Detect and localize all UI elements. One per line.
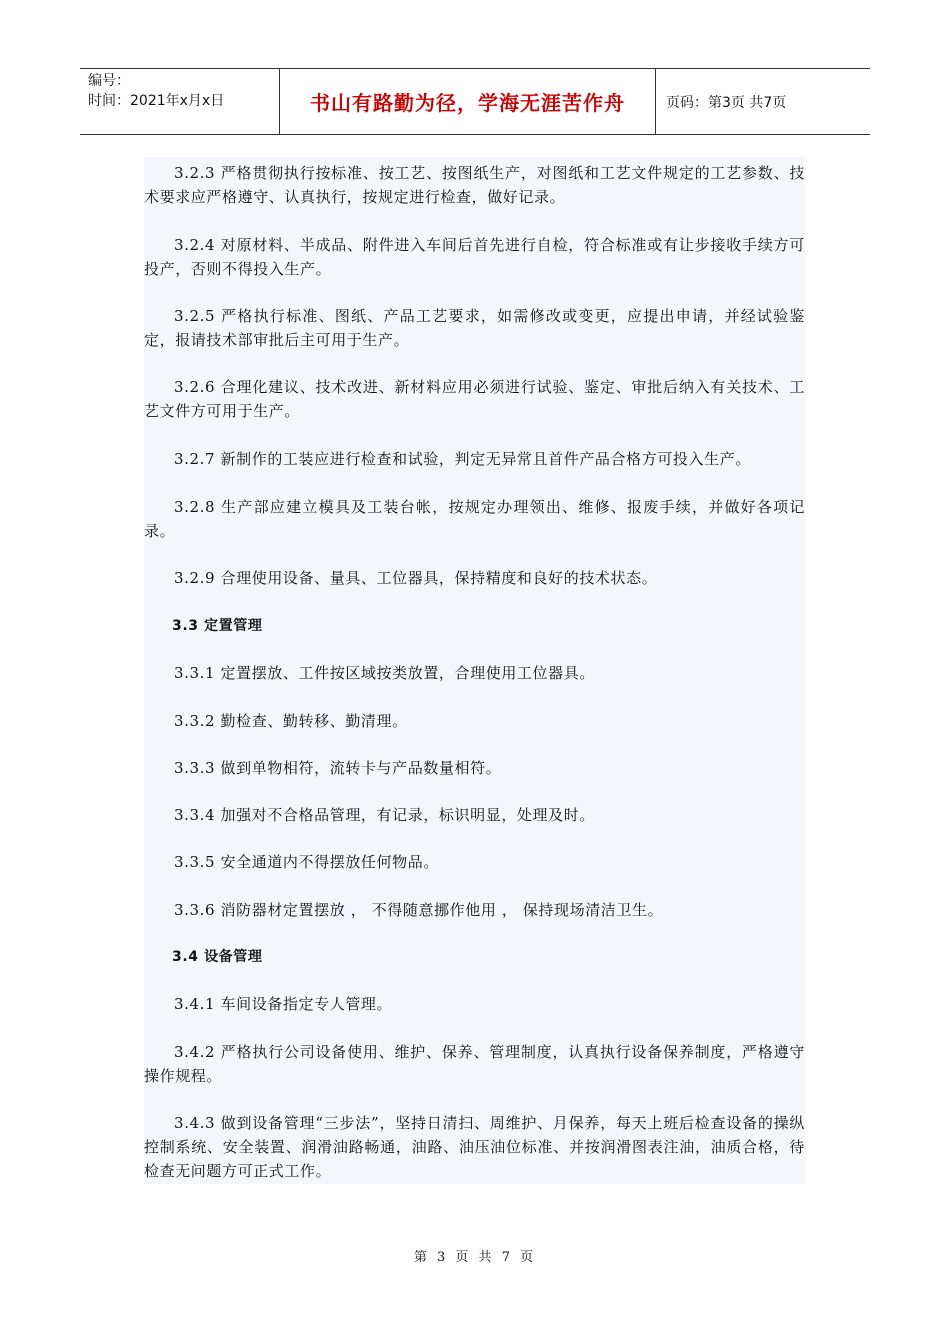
paragraph-3-2-6: 3.2.6 合理化建议、技术改进、新材料应用必须进行试验、鉴定、审批后纳入有关技术、工艺文件方可用于生产。 [144,378,805,420]
time-label: 时间：2021年x月x日 [88,93,225,109]
document-header [80,68,870,135]
paragraph-3-4-2: 3.4.2 严格执行公司设备使用、维护、保养、管理制度，认真执行设备保养制度，严格遵守操作规程。 [144,1043,805,1085]
paragraph-3-4-1: 3.4.1 车间设备指定专人管理。 [174,995,393,1013]
document-body [144,157,805,1184]
paragraph-3-2-8: 3.2.8 生产部应建立模具及工装台帐，按规定办理领出、维修、报废手续，并做好各项记录。 [144,498,805,540]
paragraph-3-2-9: 3.2.9 合理使用设备、量具、工位器具，保持精度和良好的技术状态。 [174,569,658,587]
paragraph-3-2-4: 3.2.4 对原材料、半成品、附件进入车间后首先进行自检，符合标准或有让步接收手续方可投产，否则不得投入生产。 [144,236,805,278]
section-heading-3-3: 3.3 定置管理 [172,618,263,634]
paragraph-3-2-3: 3.2.3 严格贯彻执行按标准、按工艺、按图纸生产，对图纸和工艺文件规定的工艺参数、技术要求应严格遵守、认真执行，按规定进行检查，做好记录。 [144,164,805,206]
paragraph-3-3-6: 3.3.6 消防器材定置摆放 ， 不得随意挪作他用 ， 保持现场清洁卫生。 [174,901,664,919]
header-page-label: 页码：第3页 共7页 [666,94,787,111]
page-footer: 第 3 页 共 7 页 [413,1250,537,1265]
paragraph-3-3-2: 3.3.2 勤检查、勤转移、勤清理。 [174,712,408,730]
section-heading-3-4: 3.4 设备管理 [172,949,263,965]
paragraph-3-3-5: 3.3.5 安全通道内不得摆放任何物品。 [174,853,439,871]
header-meta [80,69,280,134]
paragraph-3-4-3: 3.4.3 做到设备管理“三步法”，坚持日清扫、周维护、月保养，每天上班后检查设备的操纵控制系统、安全装置、润滑油路畅通，油路、油压油位标准、并按润滑图表注油，油质合格，待检查无问题方可正式工作。 [144,1114,805,1180]
header-motto: 书山有路勤为径，学海无涯苦作舟 [280,69,656,134]
paragraph-3-2-5: 3.2.5 严格执行标准、图纸、产品工艺要求，如需修改或变更，应提出申请，并经试验鉴定，报请技术部审批后主可用于生产。 [144,307,805,349]
paragraph-3-3-4: 3.3.4 加强对不合格品管理，有记录，标识明显，处理及时。 [174,806,595,824]
paragraph-3-3-3: 3.3.3 做到单物相符，流转卡与产品数量相符。 [174,759,502,777]
number-label: 编号： [88,73,130,89]
paragraph-3-2-7: 3.2.7 新制作的工装应进行检查和试验，判定无异常且首件产品合格方可投入生产。 [174,450,751,468]
paragraph-3-3-1: 3.3.1 定置摆放、工件按区域按类放置，合理使用工位器具。 [174,664,595,682]
